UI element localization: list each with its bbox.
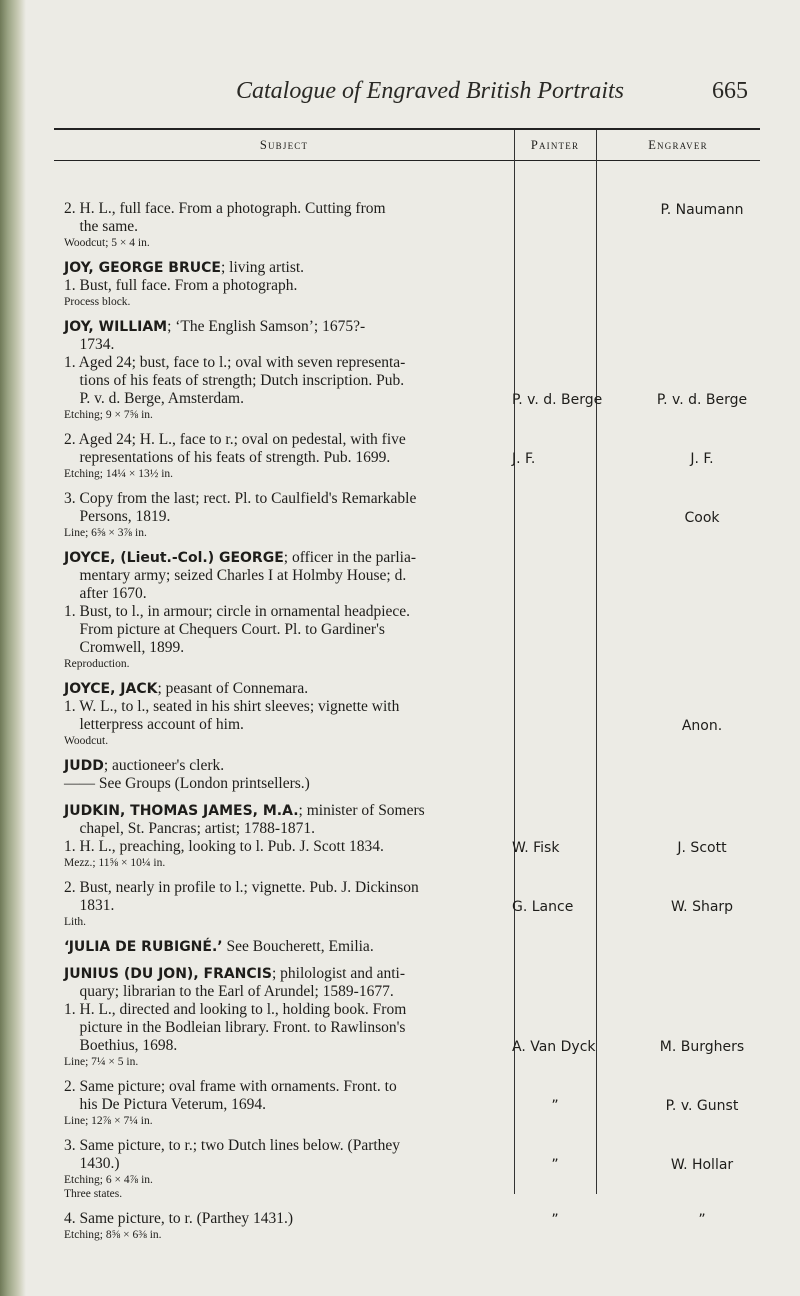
- entry-engraver: P. Naumann: [660, 202, 744, 218]
- entry-text-line: 2. Bust, nearly in profile to l.; vignette. Pub. J. Dickinson: [64, 879, 419, 896]
- entry-subject: [64, 549, 464, 671]
- entry-text-line: mentary army; seized Charles I at Holmby House; d.: [64, 567, 407, 584]
- entry-technique-note: Line; 6⅝ × 3⅞ in.: [64, 527, 147, 539]
- entry-engraver: W. Hollar: [670, 1157, 734, 1173]
- entry-text-line: From picture at Chequers Court. Pl. to Gardiner's: [64, 621, 385, 638]
- entry-painter: W. Fisk: [512, 840, 560, 856]
- entry-text-line: Boethius, 1698.: [64, 1037, 178, 1054]
- entry-technique-note: Etching; 8⅝ × 6⅜ in.: [64, 1229, 162, 1241]
- entry-painter: J. F.: [512, 451, 536, 467]
- entry-technique-note: Etching; 6 × 4⅞ in.: [64, 1174, 153, 1186]
- entry-heading-line: [64, 318, 464, 336]
- sitter-description: ; philologist and anti-: [271, 965, 406, 982]
- entry-technique-note: Reproduction.: [64, 658, 130, 670]
- entry-technique-note: Lith.: [64, 916, 87, 928]
- catalogue-entry: [64, 965, 760, 1069]
- catalogue-entry: [64, 549, 760, 671]
- column-header-painter: Painter: [530, 138, 580, 152]
- sitter-name: JUDD: [64, 758, 104, 774]
- column-header-engraver: Engraver: [648, 138, 708, 152]
- sitter-description: ; living artist.: [220, 259, 305, 276]
- entry-heading-line: [64, 757, 464, 775]
- entry-text-line: tions of his feats of strength; Dutch inscription. Pub.: [64, 372, 405, 389]
- sitter-description: ; auctioneer's clerk.: [103, 757, 225, 774]
- entry-text-line: after 1670.: [64, 585, 147, 602]
- entry-engraver: M. Burghers: [659, 1039, 745, 1055]
- entry-subject: [64, 802, 464, 870]
- entry-text-line: P. v. d. Berge, Amsterdam.: [64, 390, 244, 407]
- entry-technique-note: Three states.: [64, 1188, 123, 1200]
- entry-subject: [64, 200, 464, 250]
- entry-subject: [64, 1078, 464, 1128]
- entry-text-line: 1831.: [64, 897, 115, 914]
- entry-painter: ”: [551, 1212, 559, 1228]
- entry-subject: [64, 431, 464, 481]
- entry-text-line: quary; librarian to the Earl of Arundel; 1589-1677.: [64, 983, 394, 1000]
- entry-heading-line: [64, 259, 464, 277]
- catalogue-entry: [64, 938, 760, 956]
- sitter-description: ; minister of Somers: [298, 802, 425, 819]
- sitter-name: JUNIUS (DU JON), FRANCIS: [64, 966, 272, 982]
- entry-text-line: 2. Aged 24; H. L., face to r.; oval on pedestal, with five: [64, 431, 406, 448]
- entry-text-line: 3. Same picture, to r.; two Dutch lines below. (Parthey: [64, 1137, 401, 1154]
- entry-text-line: letterpress account of him.: [64, 716, 244, 733]
- entry-text-line: 2. Same picture; oval frame with ornaments. Front. to: [64, 1078, 397, 1095]
- entry-text-line: 1430.): [64, 1155, 120, 1172]
- catalogue-entry: [64, 879, 760, 929]
- entry-heading-line: [64, 938, 464, 956]
- catalogue-entry: [64, 1137, 760, 1201]
- entry-text-line: 3. Copy from the last; rect. Pl. to Caulfield's Remarkable: [64, 490, 417, 507]
- sitter-name: ‘JULIA DE RUBIGNÉ.’: [64, 939, 223, 955]
- catalogue-entry: [64, 259, 760, 309]
- entry-subject: [64, 1210, 464, 1242]
- catalogue-entry: [64, 680, 760, 748]
- top-rule: [54, 128, 760, 130]
- sitter-name: JOY, WILLIAM: [64, 319, 168, 335]
- sitter-name: JUDKIN, THOMAS JAMES, M.A.: [64, 803, 299, 819]
- entry-subject: [64, 757, 464, 793]
- entry-technique-note: Mezz.; 11⅝ × 10¼ in.: [64, 857, 166, 869]
- sitter-description: ; ‘The English Samson’; 1675?-: [167, 318, 366, 335]
- entry-text-line: 2. H. L., full face. From a photograph. Cutting from: [64, 200, 386, 217]
- entry-engraver: Anon.: [681, 718, 723, 734]
- sitter-description: See Boucherett, Emilia.: [222, 938, 374, 955]
- catalogue-entry: [64, 318, 760, 422]
- entry-subject: [64, 680, 464, 748]
- entry-text-line: his De Pictura Veterum, 1694.: [64, 1096, 267, 1113]
- catalogue-entry: [64, 200, 760, 250]
- catalogue-entry: [64, 1210, 760, 1242]
- running-head: Catalogue of Engraved British Portraits: [236, 78, 624, 104]
- entry-technique-note: Woodcut.: [64, 735, 109, 747]
- entry-text-line: chapel, St. Pancras; artist; 1788-1871.: [64, 820, 315, 837]
- entry-technique-note: Line; 12⅞ × 7¼ in.: [64, 1115, 153, 1127]
- entry-painter: G. Lance: [512, 899, 574, 915]
- entry-engraver: ”: [698, 1212, 706, 1228]
- entry-heading-line: [64, 680, 464, 698]
- entry-text-line: 1734.: [64, 336, 115, 353]
- entry-technique-note: Woodcut; 5 × 4 in.: [64, 237, 150, 249]
- catalogue-entry: [64, 490, 760, 540]
- entry-engraver: Cook: [684, 510, 720, 526]
- entry-technique-note: Process block.: [64, 296, 131, 308]
- entry-painter: P. v. d. Berge: [512, 392, 603, 408]
- catalogue-entry: [64, 802, 760, 870]
- entry-text-line: 1. H. L., directed and looking to l., holding book. From: [64, 1001, 407, 1018]
- entry-engraver: J. Scott: [677, 840, 727, 856]
- entry-text-line: representations of his feats of strength. Pub. 1699.: [64, 449, 391, 466]
- entry-subject: [64, 965, 464, 1069]
- entry-subject: [64, 879, 464, 929]
- entry-heading-line: [64, 965, 464, 983]
- entry-text-line: —— See Groups (London printsellers.): [64, 775, 310, 792]
- sitter-description: ; peasant of Connemara.: [157, 680, 309, 697]
- sitter-name: JOYCE, (Lieut.-Col.) GEORGE: [64, 550, 284, 566]
- sitter-description: ; officer in the parlia-: [283, 549, 417, 566]
- entry-text-line: 1. Bust, full face. From a photograph.: [64, 277, 298, 294]
- page-number: 665: [712, 78, 748, 104]
- entry-engraver: P. v. Gunst: [665, 1098, 739, 1114]
- entry-text-line: Cromwell, 1899.: [64, 639, 185, 656]
- entry-text-line: picture in the Bodleian library. Front. to Rawlinson's: [64, 1019, 406, 1036]
- entry-text-line: 4. Same picture, to r. (Parthey 1431.): [64, 1210, 294, 1227]
- catalogue-entry: [64, 757, 760, 793]
- entry-subject: [64, 259, 464, 309]
- entry-subject: [64, 318, 464, 422]
- entry-text-line: the same.: [64, 218, 139, 235]
- sitter-name: JOYCE, JACK: [64, 681, 158, 697]
- entry-technique-note: Etching; 14¼ × 13½ in.: [64, 468, 174, 480]
- entry-text-line: Persons, 1819.: [64, 508, 171, 525]
- entry-technique-note: Line; 7¼ × 5 in.: [64, 1056, 139, 1068]
- entry-text-line: 1. H. L., preaching, looking to l. Pub. J. Scott 1834.: [64, 838, 384, 855]
- sitter-name: JOY, GEORGE BRUCE: [64, 260, 221, 276]
- entry-subject: [64, 490, 464, 540]
- entry-subject: [64, 938, 464, 956]
- entry-technique-note: Etching; 9 × 7⅝ in.: [64, 409, 153, 421]
- entry-painter: ”: [551, 1098, 559, 1114]
- entry-painter: ”: [551, 1157, 559, 1173]
- entry-engraver: J. F.: [690, 451, 714, 467]
- column-header-subject: Subject: [259, 138, 309, 152]
- entry-heading-line: [64, 549, 464, 567]
- header-rule: [54, 160, 760, 161]
- entry-painter: A. Van Dyck: [512, 1039, 596, 1055]
- catalogue-entry: [64, 1078, 760, 1128]
- entry-engraver: P. v. d. Berge: [656, 392, 748, 408]
- entry-heading-line: [64, 802, 464, 820]
- catalogue-entry: [64, 431, 760, 481]
- entry-text-line: 1. W. L., to l., seated in his shirt sleeves; vignette with: [64, 698, 400, 715]
- entry-engraver: W. Sharp: [670, 899, 734, 915]
- entry-text-line: 1. Aged 24; bust, face to l.; oval with seven representa-: [64, 354, 406, 371]
- entry-text-line: 1. Bust, to l., in armour; circle in ornamental headpiece.: [64, 603, 411, 620]
- entry-subject: [64, 1137, 464, 1201]
